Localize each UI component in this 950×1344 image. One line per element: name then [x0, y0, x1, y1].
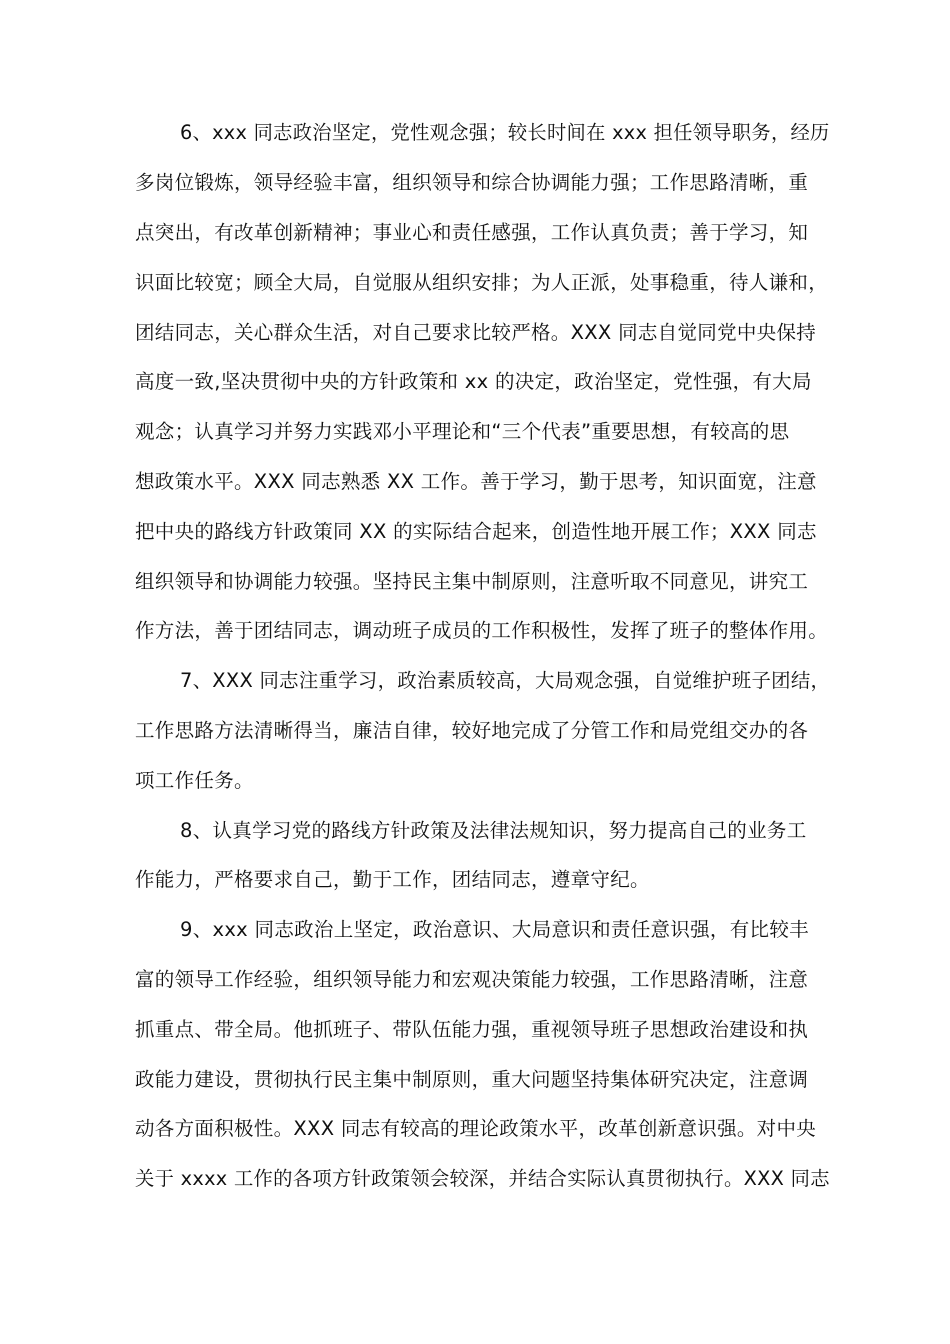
paragraph-8-line-2: 作能力，严格要求自己，勤于工作，团结同志，遵章守纪。	[135, 868, 650, 891]
paragraph-7-line-1: 7、XXX 同志注重学习，政治素质较高，大局观念强，自觉维护班子团结，	[180, 669, 831, 692]
paragraph-9-line-3: 抓重点、带全局。他抓班子、带队伍能力强，重视领导班子思想政治建设和执	[135, 1018, 809, 1041]
paragraph-6-line-2: 多岗位锻炼，领导经验丰富，组织领导和综合协调能力强；工作思路清晰，重	[135, 171, 809, 194]
paragraph-7-line-2: 工作思路方法清晰得当，廉洁自律，较好地完成了分管工作和局党组交办的各	[135, 719, 809, 742]
paragraph-6-line-4: 识面比较宽；顾全大局，自觉服从组织安排；为人正派，处事稳重，待人谦和，	[135, 271, 829, 294]
paragraph-6-line-6: 高度一致,坚决贯彻中央的方针政策和 xx 的决定，政治坚定，党性强，有大局	[135, 370, 812, 393]
paragraph-6-line-3: 点突出，有改革创新精神；事业心和责任感强，工作认真负责；善于学习，知	[135, 221, 809, 244]
paragraph-6-line-1: 6、xxx 同志政治坚定，党性观念强；较长时间在 xxx 担任领导职务，经历	[180, 121, 830, 144]
paragraph-8-line-1: 8、认真学习党的路线方针政策及法律法规知识，努力提高自己的业务工	[180, 819, 807, 842]
paragraph-6-line-9: 把中央的路线方针政策同 XX 的实际结合起来，创造性地开展工作；XXX 同志	[135, 520, 817, 543]
paragraph-6-line-11: 作方法，善于团结同志，调动班子成员的工作积极性，发挥了班子的整体作用。	[135, 619, 829, 642]
paragraph-6-line-8: 想政策水平。XXX 同志熟悉 XX 工作。善于学习，勤于思考，知识面宽，注意	[135, 470, 817, 493]
paragraph-9-line-5: 动各方面积极性。XXX 同志有较高的理论政策水平，改革创新意识强。对中央	[135, 1117, 817, 1140]
paragraph-6-line-7: 观念；认真学习并努力实践邓小平理论和“三个代表”重要思想，有较高的思	[135, 420, 790, 443]
paragraph-9-line-1: 9、xxx 同志政治上坚定，政治意识、大局意识和责任意识强，有比较丰	[180, 918, 809, 941]
paragraph-6-line-5: 团结同志，关心群众生活，对自己要求比较严格。XXX 同志自觉同党中央保持	[135, 321, 817, 344]
paragraph-6-line-10: 组织领导和协调能力较强。坚持民主集中制原则，注意听取不同意见，讲究工	[135, 570, 809, 593]
paragraph-7-line-3: 项工作任务。	[135, 769, 254, 792]
paragraph-9-line-6: 关于 xxxx 工作的各项方针政策领会较深，并结合实际认真贯彻执行。XXX 同志	[135, 1167, 830, 1190]
paragraph-9-line-2: 富的领导工作经验，组织领导能力和宏观决策能力较强，工作思路清晰，注意	[135, 968, 809, 991]
paragraph-9-line-4: 政能力建设，贯彻执行民主集中制原则，重大问题坚持集体研究决定，注意调	[135, 1068, 809, 1091]
